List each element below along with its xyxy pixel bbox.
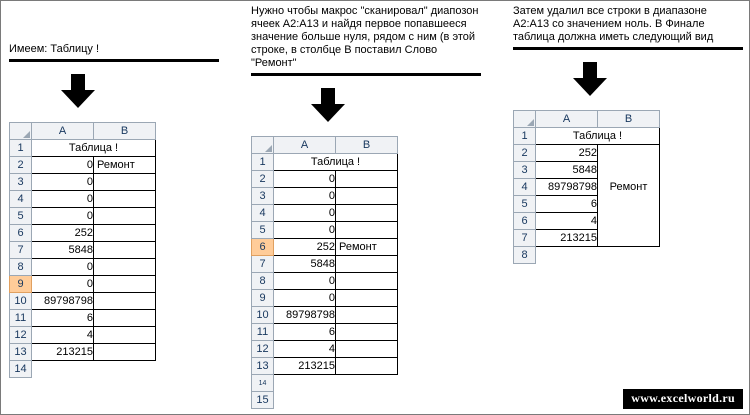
row-header[interactable]: 7 xyxy=(10,242,32,259)
table-row xyxy=(10,242,156,259)
cell-b[interactable] xyxy=(336,341,398,358)
row-header[interactable]: 12 xyxy=(10,327,32,344)
cell-b[interactable] xyxy=(94,327,156,344)
cell-b[interactable] xyxy=(94,310,156,327)
cell-a[interactable]: 4 xyxy=(536,213,598,230)
down-arrow-icon xyxy=(573,62,607,96)
cell-a[interactable]: 0 xyxy=(274,205,336,222)
row-header[interactable]: 4 xyxy=(10,191,32,208)
select-all-corner[interactable] xyxy=(252,137,274,154)
cell-b[interactable] xyxy=(336,188,398,205)
column-header-row xyxy=(10,123,156,140)
table-row xyxy=(514,247,660,264)
row-header[interactable]: 10 xyxy=(252,307,274,324)
cell-b[interactable] xyxy=(94,293,156,310)
row-header[interactable]: 13 xyxy=(252,358,274,375)
column-header-a[interactable]: A xyxy=(274,137,336,154)
cell-a[interactable]: 0 xyxy=(32,208,94,225)
cell-b[interactable] xyxy=(336,222,398,239)
row-header[interactable]: 5 xyxy=(10,208,32,225)
cell-b-merged[interactable]: Ремонт xyxy=(598,179,660,196)
panel-1-caption: Имеем: Таблицу ! xyxy=(9,43,100,55)
cell-b[interactable] xyxy=(336,324,398,341)
table-row xyxy=(10,293,156,310)
cell-a[interactable]: 0 xyxy=(274,188,336,205)
cell-b[interactable] xyxy=(336,256,398,273)
cell-b[interactable] xyxy=(598,247,660,264)
cell-a[interactable]: 6 xyxy=(32,310,94,327)
cell-a[interactable]: 252 xyxy=(32,225,94,242)
cell-a[interactable]: 4 xyxy=(274,341,336,358)
table-row xyxy=(252,273,398,290)
panel-macro-description xyxy=(251,1,481,409)
table-row-collapsed xyxy=(252,375,398,392)
table-row xyxy=(10,327,156,344)
row-header[interactable]: 11 xyxy=(252,324,274,341)
row-header[interactable]: 4 xyxy=(514,179,536,196)
cell-b[interactable] xyxy=(598,145,660,162)
cell-a[interactable]: 89798798 xyxy=(536,179,598,196)
row-header[interactable]: 2 xyxy=(514,145,536,162)
down-arrow-icon xyxy=(311,88,345,122)
cell-a[interactable]: 5848 xyxy=(274,256,336,273)
table-row xyxy=(514,162,660,179)
panel-initial-table xyxy=(9,1,219,378)
table-row xyxy=(252,290,398,307)
cell-a[interactable]: 0 xyxy=(274,222,336,239)
row-header[interactable]: 3 xyxy=(252,188,274,205)
cell-a[interactable]: 213215 xyxy=(274,358,336,375)
row-header[interactable]: 5 xyxy=(514,196,536,213)
table-row xyxy=(252,205,398,222)
row-header[interactable]: 8 xyxy=(10,259,32,276)
table-row xyxy=(514,128,660,145)
row-header[interactable]: 1 xyxy=(252,154,274,171)
table-row xyxy=(10,310,156,327)
cell-a[interactable]: 213215 xyxy=(536,230,598,247)
row-header[interactable]: 2 xyxy=(10,157,32,174)
cell-title[interactable]: Таблица ! xyxy=(32,140,156,157)
table-row xyxy=(514,196,660,213)
cell-a[interactable]: 0 xyxy=(32,157,94,174)
table-row xyxy=(10,344,156,361)
cell-a[interactable]: 0 xyxy=(32,174,94,191)
row-header[interactable]: 8 xyxy=(252,273,274,290)
table-row xyxy=(252,341,398,358)
row-header[interactable]: 7 xyxy=(514,230,536,247)
row-header[interactable]: 8 xyxy=(514,247,536,264)
row-header[interactable]: 4 xyxy=(252,205,274,222)
row-header[interactable]: 6 xyxy=(514,213,536,230)
column-header-b[interactable]: B xyxy=(598,111,660,128)
cell-a[interactable] xyxy=(32,361,94,378)
table-row xyxy=(252,256,398,273)
table-row xyxy=(252,324,398,341)
cell-b[interactable] xyxy=(336,375,398,392)
cell-a[interactable]: 213215 xyxy=(32,344,94,361)
table-row xyxy=(10,140,156,157)
cell-a[interactable]: 0 xyxy=(32,191,94,208)
cell-a[interactable]: 0 xyxy=(274,273,336,290)
row-header-selected[interactable]: 6 xyxy=(252,239,274,256)
cell-b[interactable] xyxy=(336,392,398,409)
cell-a[interactable]: 5848 xyxy=(32,242,94,259)
row-header[interactable]: 7 xyxy=(252,256,274,273)
table-row xyxy=(252,222,398,239)
panel-2-caption: Нужно чтобы макрос "сканировал" диапозон ячеек A2:A13 и найдя первое попавшееся значение больше нуля, рядом с ним (в этой строке, в столбце В поставил Слово "Ремонт" xyxy=(251,5,479,69)
panel-3-caption: Затем удалил все строки в диапазоне A2:A13 со значением ноль. В Финале таблица должна иметь следующий вид xyxy=(513,5,714,43)
cell-b[interactable]: Ремонт xyxy=(336,239,398,256)
row-header[interactable]: 9 xyxy=(252,290,274,307)
table-row xyxy=(10,361,156,378)
cell-title[interactable]: Таблица ! xyxy=(536,128,660,145)
cell-b[interactable] xyxy=(94,276,156,293)
cell-a[interactable]: 5848 xyxy=(536,162,598,179)
column-header-row xyxy=(514,111,660,128)
row-header[interactable]: 13 xyxy=(10,344,32,361)
table-row xyxy=(10,259,156,276)
row-header[interactable]: 11 xyxy=(10,310,32,327)
cell-b[interactable] xyxy=(336,307,398,324)
table-row xyxy=(10,157,156,174)
cell-a[interactable]: 252 xyxy=(274,239,336,256)
cell-a[interactable]: 0 xyxy=(32,259,94,276)
cell-a[interactable]: 252 xyxy=(536,145,598,162)
row-header[interactable]: 6 xyxy=(10,225,32,242)
row-header[interactable]: 1 xyxy=(10,140,32,157)
spreadsheet-3[interactable] xyxy=(513,110,660,264)
row-header-collapsed[interactable]: 14 xyxy=(252,375,274,392)
table-row xyxy=(252,307,398,324)
table-row xyxy=(10,208,156,225)
row-header[interactable]: 12 xyxy=(252,341,274,358)
row-header[interactable]: 5 xyxy=(252,222,274,239)
cell-b[interactable] xyxy=(94,191,156,208)
cell-a[interactable]: 0 xyxy=(274,171,336,188)
table-row xyxy=(10,174,156,191)
panel-final-table xyxy=(513,1,743,264)
row-header[interactable]: 2 xyxy=(252,171,274,188)
cell-b[interactable] xyxy=(598,196,660,213)
cell-b[interactable] xyxy=(94,225,156,242)
table-row xyxy=(10,225,156,242)
cell-b[interactable] xyxy=(94,208,156,225)
table-row xyxy=(514,230,660,247)
column-header-row xyxy=(252,137,398,154)
table-row xyxy=(252,154,398,171)
column-header-a[interactable]: A xyxy=(32,123,94,140)
row-header-selected[interactable]: 9 xyxy=(10,276,32,293)
cell-a[interactable] xyxy=(274,392,336,409)
table-row xyxy=(10,276,156,293)
select-all-corner[interactable] xyxy=(514,111,536,128)
cell-b[interactable]: Ремонт xyxy=(94,157,156,174)
cell-a[interactable]: 89798798 xyxy=(32,293,94,310)
row-header[interactable]: 3 xyxy=(514,162,536,179)
cell-b[interactable] xyxy=(94,174,156,191)
table-row xyxy=(514,145,660,162)
cell-b[interactable] xyxy=(336,273,398,290)
column-header-b[interactable]: B xyxy=(94,123,156,140)
spreadsheet-1[interactable] xyxy=(9,122,156,378)
cell-a[interactable]: 89798798 xyxy=(274,307,336,324)
cell-a[interactable] xyxy=(536,247,598,264)
cell-a[interactable]: 6 xyxy=(274,324,336,341)
column-header-b[interactable]: B xyxy=(336,137,398,154)
row-header[interactable]: 15 xyxy=(252,392,274,409)
table-row xyxy=(252,392,398,409)
spreadsheet-2[interactable] xyxy=(251,136,398,409)
table-row xyxy=(252,171,398,188)
row-header[interactable]: 3 xyxy=(10,174,32,191)
table-row xyxy=(514,179,660,196)
cell-b[interactable] xyxy=(598,213,660,230)
table-row xyxy=(252,358,398,375)
cell-b[interactable] xyxy=(336,358,398,375)
cell-a[interactable]: 0 xyxy=(274,290,336,307)
table-row xyxy=(514,213,660,230)
table-row xyxy=(10,191,156,208)
down-arrow-icon xyxy=(61,74,95,108)
cell-b[interactable] xyxy=(336,205,398,222)
cell-b[interactable] xyxy=(94,344,156,361)
row-header[interactable]: 1 xyxy=(514,128,536,145)
row-header[interactable]: 14 xyxy=(10,361,32,378)
cell-a[interactable]: 0 xyxy=(32,276,94,293)
cell-title[interactable]: Таблица ! xyxy=(274,154,398,171)
cell-b[interactable] xyxy=(336,290,398,307)
cell-b[interactable] xyxy=(598,230,660,247)
cell-b[interactable] xyxy=(94,361,156,378)
row-header[interactable]: 10 xyxy=(10,293,32,310)
cell-b[interactable] xyxy=(94,259,156,276)
cell-b[interactable] xyxy=(598,162,660,179)
cell-a[interactable]: 4 xyxy=(32,327,94,344)
cell-b[interactable] xyxy=(336,171,398,188)
cell-b[interactable] xyxy=(94,242,156,259)
table-row xyxy=(252,188,398,205)
watermark: www.excelworld.ru xyxy=(623,389,743,409)
cell-a[interactable]: 6 xyxy=(536,196,598,213)
cell-a[interactable] xyxy=(274,375,336,392)
column-header-a[interactable]: A xyxy=(536,111,598,128)
table-row xyxy=(252,239,398,256)
select-all-corner[interactable] xyxy=(10,123,32,140)
